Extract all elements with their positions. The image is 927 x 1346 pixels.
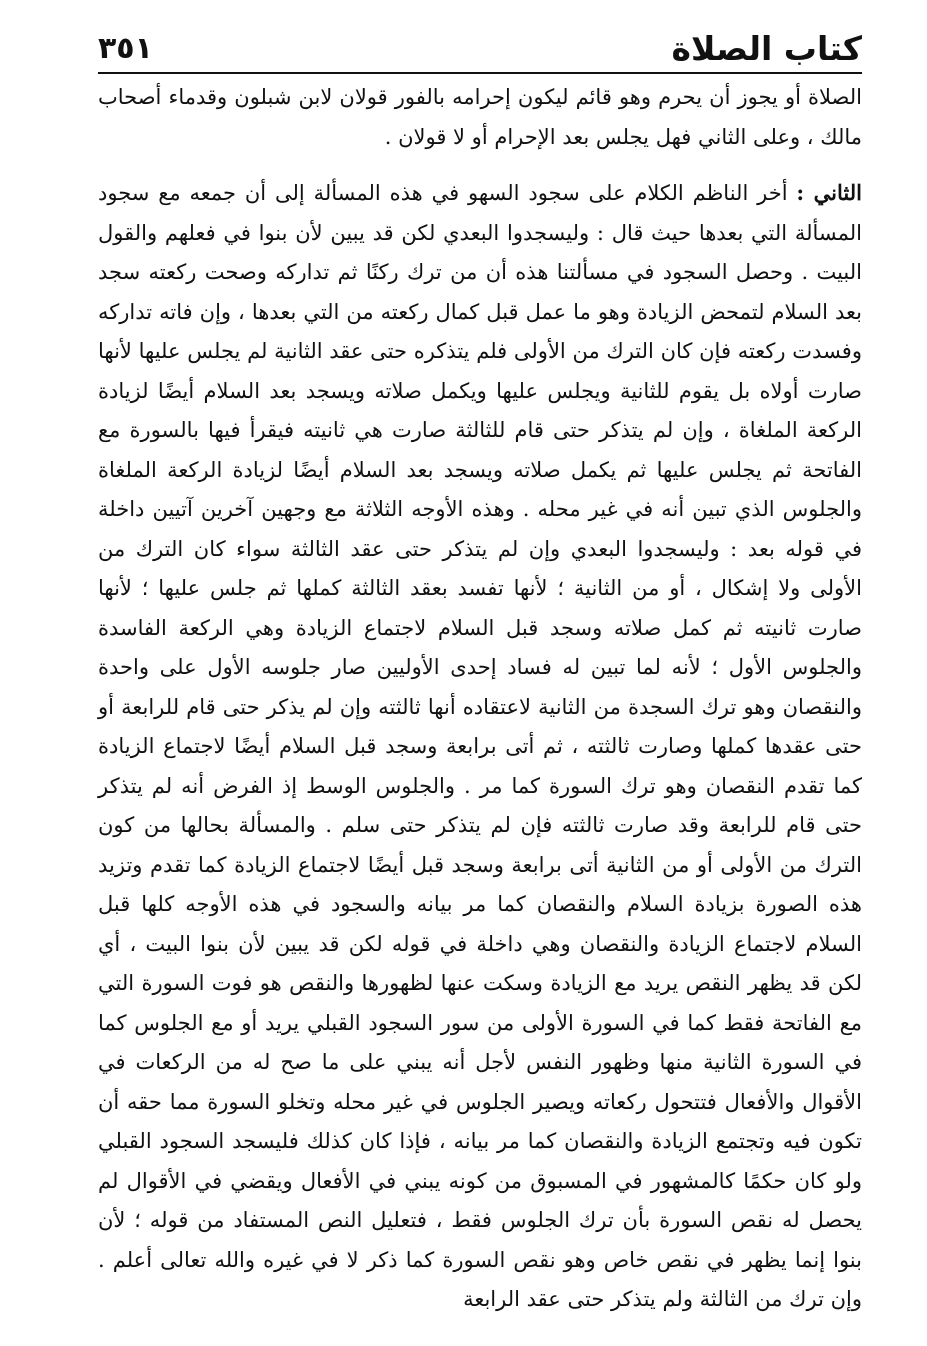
body-text [98,78,862,1320]
page-number: ٣٥١ [98,31,153,66]
page-header [98,26,862,74]
paragraph [98,173,862,1320]
paragraph-text: الصلاة أو يجوز أن يحرم وهو قائم ليكون إحرامه بالفور قولان لابن شبلون وقدماء أصحاب مالك ، وعلى الثاني فهل يجلس بعد الإحرام أو لا قولان . [98,85,862,149]
paragraph [98,78,862,157]
paragraph-lead: الثاني : [796,180,862,205]
paragraph-text: أخر الناظم الكلام على سجود السهو في هذه المسألة إلى أن جمعه مع سجود المسألة التي بعدها حيث قال : وليسجدوا البعدي لكن قد يبين لأن بنوا في فعلهم والقول البيت . وحصل السجود في مسألتنا هذه أن من ترك ركنًا ثم تداركه وصحت ركعته سجد بعد السلام لتمحض الزيادة وهو ما عمل قبل كمال ركعته من التي بعدها ، وإن فاته تداركه وفسدت ركعته فإن كان الترك من الأولى فلم يتذكره حتى عقد الثانية لم يجلس عليها لأنها صارت أولاه بل يقوم للثانية ويجلس عليها ويكمل صلاته ويسجد بعد السلام أيضًا لزيادة الركعة الملغاة ، وإن لم يتذكر حتى قام للثالثة صارت هي ثانيته فيقرأ فيها بالسورة مع الفاتحة ثم يجلس عليها ثم يكمل صلاته ويسجد بعد السلام أيضًا لزيادة الركعة الملغاة والجلوس الذي تبين أنه في غير محله . وهذه الأوجه الثلاثة مع وجهين آخرين آتيين داخلة في قوله بعد : وليسجدوا البعدي وإن لم يتذكر حتى عقد الثالثة سواء كان الترك من الأولى ولا إشكال ، أو من الثانية ؛ لأنها تفسد بعقد الثالثة كملها ثم جلس عليها ؛ لأنها صارت ثانيته ثم كمل صلاته وسجد قبل السلام لاجتماع الزيادة وهي الركعة الفاسدة والجلوس الأول ؛ لأنه لما تبين له فساد إحدى الأوليين صار جلوسه الأول على واحدة والنقصان وهو ترك السجدة من الثانية لاعتقاده أنها ثالثته وإن لم يذكر حتى قام للرابعة أو حتى عقدها كملها وصارت ثالثته ، ثم أتى برابعة وسجد قبل السلام أيضًا لاجتماع الزيادة كما تقدم النقصان وهو ترك السورة كما مر . والجلوس الوسط إذ الفرض أنه لم يتذكر حتى قام للرابعة وقد صارت ثالثته فإن لم يتذكر حتى سلم . والمسألة بحالها من كون الترك من الأولى أو من الثانية أتى برابعة وسجد قبل أيضًا لاجتماع الزيادة كما تقدم وتزيد هذه الصورة بزيادة السلام والنقصان كما مر بيانه والسجود في هذه الأوجه كلها قبل السلام لاجتماع الزيادة والنقصان وهي داخلة في قوله لكن قد يبين لأن بنوا البيت ، أي لكن قد يظهر النقص يريد مع الزيادة وسكت عنها لظهورها والنقص هو فوت السورة التي مع الفاتحة فقط كما في السورة الأولى من سور السجود القبلي يريد أو مع الجلوس كما في السورة الثانية منها وظهور النفس لأجل أنه يبني على ما صح له من الركعات في الأقوال والأفعال فتتحول ركعاته ويصير الجلوس في غير محله وتخلو السورة مما حقه أن تكون فيه وتجتمع الزيادة والنقصان كما مر بيانه ، فإذا كان كذلك فليسجد السجود القبلي ولو كان حكمًا كالمشهور في المسبوق من كونه يبني في الأفعال ويقضي في الأقوال لم يحصل له نقص السورة بأن ترك الجلوس فقط ، فتعليل النص المستفاد من قوله ؛ لأن بنوا إنما يظهر في نقص خاص وهو نقص السورة كما ذكر لا في غيره والله تعالى أعلم . وإن ترك من الثالثة ولم يتذكر حتى عقد الرابعة [98,181,862,1311]
book-title: كتاب الصلاة [671,29,862,68]
